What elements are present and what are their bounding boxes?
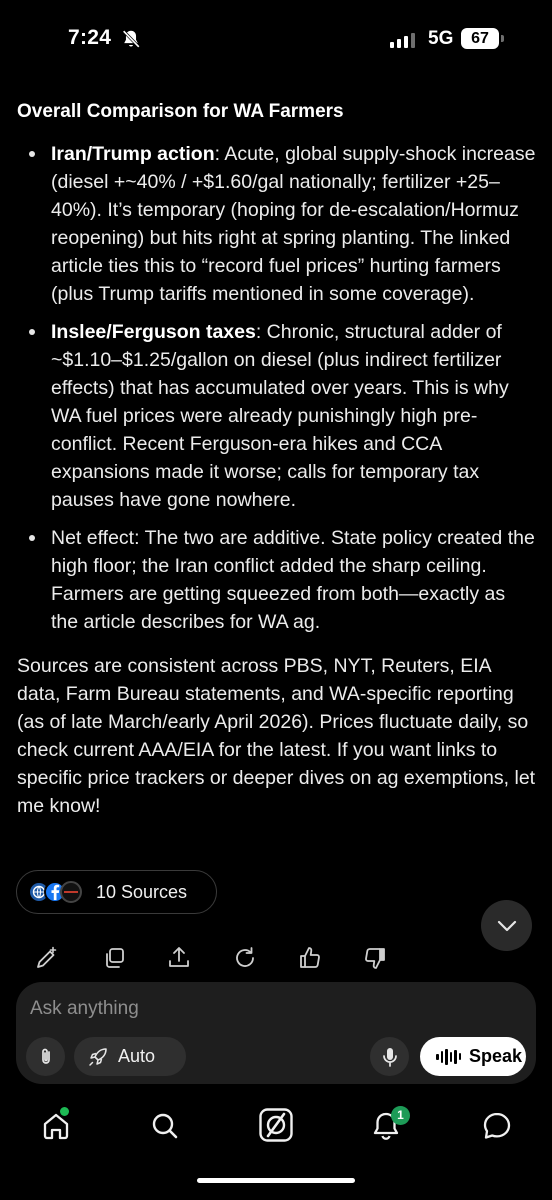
mode-label: Auto: [118, 1046, 156, 1066]
grok-icon[interactable]: [259, 1108, 293, 1142]
waveform-icon: [436, 1049, 461, 1065]
bell-muted-icon: [120, 28, 142, 50]
composer: [16, 982, 536, 1084]
mode-auto-button[interactable]: [74, 1037, 186, 1076]
cell-signal-icon: [390, 32, 415, 48]
share-icon[interactable]: [166, 945, 192, 971]
list-item: [17, 140, 537, 308]
bullet-text: Net effect: The two are additive. State policy created the high floor; the Iran conflict added the sharp ceiling. Farmers are getting squeezed from both—exactly as the article describes for WA ag.: [51, 527, 535, 633]
home-indicator[interactable]: [197, 1178, 355, 1183]
paperclip-icon: [37, 1047, 55, 1067]
sources-button[interactable]: [16, 870, 217, 914]
copy-icon[interactable]: [102, 945, 128, 971]
thumbs-up-icon[interactable]: [297, 945, 323, 971]
ask-input[interactable]: [30, 998, 410, 1020]
thumbs-down-icon[interactable]: [362, 945, 388, 971]
message-actions: [0, 945, 552, 973]
bullet-text: : Acute, global supply-shock increase (diesel +~40% / +$1.60/gal nationally; fertilizer +25–40%). It’s temporary (hoping for de-escalation/Hormuz reopening) but hits right at spring planting. The linked article ties this to “record fuel prices” hurting farmers (plus Trump tariffs mentioned in some coverage).: [51, 143, 536, 305]
speak-button[interactable]: [420, 1037, 526, 1076]
attach-button[interactable]: [26, 1037, 65, 1076]
list-item: [17, 524, 537, 636]
bullet-list: [17, 140, 537, 636]
bullet-dot: [29, 329, 35, 335]
microphone-icon: [381, 1046, 399, 1068]
battery-tip: [501, 35, 504, 42]
regenerate-icon[interactable]: [232, 945, 258, 971]
status-bar: [0, 0, 552, 84]
notification-badge: 1: [391, 1106, 410, 1125]
section-heading: Overall Comparison for WA Farmers: [17, 101, 344, 122]
bullet-text: : Chronic, structural adder of ~$1.10–$1.25/gallon on diesel (plus indirect fertilizer effects) that has accumulated over years. This is why WA fuel prices were already punishingly high pre-conflict. Recent Ferguson-era hikes and CCA expansions made it worse; calls for temporary tax pauses have gone nowhere.: [51, 321, 509, 511]
mic-button[interactable]: [370, 1037, 409, 1076]
assistant-message: [17, 98, 537, 820]
bottom-nav: [0, 1100, 552, 1156]
home-activity-dot: [60, 1107, 69, 1116]
chevron-down-icon: [494, 913, 520, 939]
battery-icon: 67: [461, 28, 499, 49]
edit-icon[interactable]: [34, 945, 60, 971]
sources-label: 10 Sources: [96, 881, 188, 902]
bullet-label: Inslee/Ferguson taxes: [51, 321, 256, 343]
speak-label: Speak: [469, 1046, 523, 1066]
bullet-dot: [29, 535, 35, 541]
bullet-label: Iran/Trump action: [51, 143, 215, 165]
rocket-icon: [88, 1047, 108, 1067]
status-time: 7:24: [68, 26, 112, 49]
search-icon[interactable]: [149, 1110, 181, 1142]
sources-paragraph: Sources are consistent across PBS, NYT, Reuters, EIA data, Farm Bureau statements, and WA-specific reporting (as of late March/early April 2026). Prices fluctuate daily, so check current AAA/EIA for the latest. If you want links to specific price trackers or deeper dives on ag exemptions, let me know!: [17, 655, 536, 817]
network-type: 5G: [428, 28, 454, 49]
news-site-icon: [60, 881, 82, 903]
scroll-down-button[interactable]: [481, 900, 532, 951]
bullet-dot: [29, 151, 35, 157]
list-item: [17, 318, 537, 514]
messages-icon[interactable]: [481, 1110, 513, 1142]
